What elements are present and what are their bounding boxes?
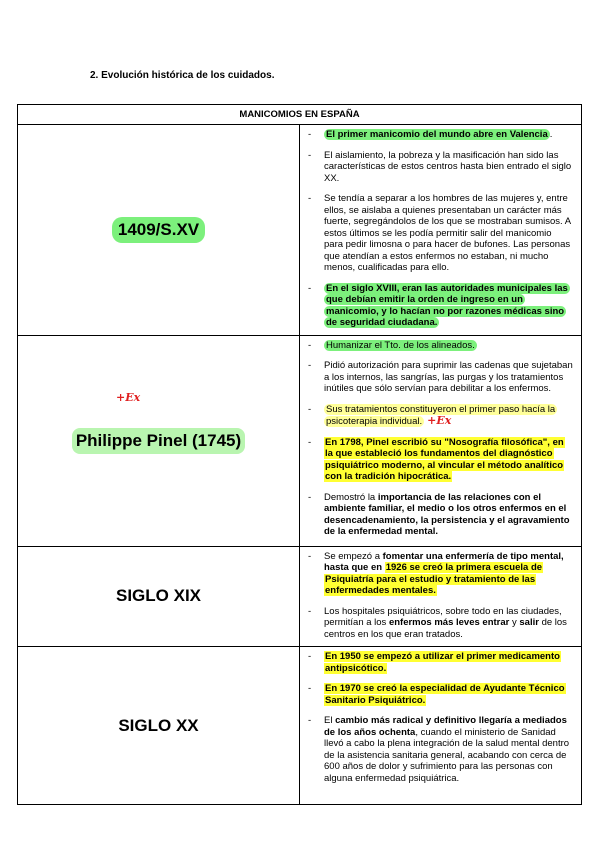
bullet-text: En 1798, Pinel escribió su "Nosografía filosófica", en la que estableció los fundamentos del diagnóstico psiquiátrico moderno, al vincular el método analítico con la tradición hipocrática. (325, 436, 564, 482)
row-content (300, 335, 582, 546)
bullet-item (308, 491, 573, 538)
bullet-text: , cuando el ministerio de Sanidad llevó a cabo la plena integración de la salud mental dentro de la asistencia sanitaria general, acabando con cerca de 600 años de dolor y sufrimiento para las personas con alguna enfermedad psiquiátrica. (324, 726, 570, 784)
bullet-text: En el siglo XVIII, eran las autoridades municipales las que debían emitir la orden de ingreso en un manicomio, y lo hacían no por razones médicas sino de seguridad ciudadana. (326, 282, 568, 328)
bullet-dash: - (308, 360, 312, 371)
bullet-dash: - (308, 683, 312, 694)
bullet-text: y (509, 617, 520, 628)
bullet-dash: - (308, 282, 312, 294)
bullet-text: Los hospitales psiquiátricos, sobre todo en las ciudades, permitían a los (324, 605, 562, 628)
bullet-dash: - (308, 651, 312, 662)
row-content (300, 125, 582, 336)
bullet-text: En 1950 se empezó a utilizar el primer medicamento antipsicótico. (325, 651, 560, 674)
bullet-item (308, 360, 573, 395)
bullet-item (308, 193, 573, 274)
bullet-text: Pidió autorización para suprimir las cadenas que sujetaban a los internos, las sangrías, las purgas y los tratamientos inútiles que sólo servían para debilitar a los enfermos. (324, 360, 573, 394)
bullet-text: Se empezó a (324, 550, 383, 562)
row-label-cell (18, 546, 300, 647)
row-label-1409: 1409/S.XV (112, 217, 205, 243)
row-label-cell (18, 125, 300, 336)
bullet-text: enfermos más leves entrar (388, 617, 510, 628)
bullet-item (308, 683, 573, 706)
bullet-text: . (549, 129, 553, 140)
row-label-cell (18, 335, 300, 546)
bullet-dash: - (308, 605, 312, 617)
bullet-text: Se tendía a separar a los hombres de las mujeres y, entre ellos, se aislaba a quienes presentaban un carácter más fuerte, segregándolos de los que se mostraban sumisos. A estos últimos se les podía permitir salir del manicomio para pedir limosna o para hacer de bufones. Las personas que atendían a estos enfermos no estaban, ni mucho menos, cualificadas para ello. (324, 193, 571, 273)
row-label-siglo-xx: SIGLO XX (118, 715, 199, 735)
bullet-item (308, 149, 573, 185)
bullet-dash: - (308, 436, 312, 448)
bullet-text: cambio más radical y definitivo llegaría a mediados de los años ochenta (324, 715, 567, 738)
row-label-siglo-xix: SIGLO XIX (115, 586, 202, 606)
bullet-text: fomentar una enfermería de tipo mental, hasta que en (324, 550, 564, 573)
bullet-text: salir (519, 617, 539, 628)
bullet-text: de los centros en los que eran tratados. (324, 617, 567, 640)
bullet-dash: - (308, 129, 312, 140)
row-label-pinel: Philippe Pinel (1745) (72, 428, 245, 454)
bullet-item (308, 282, 573, 329)
bullet-text: Sus tratamientos constituyeron el primer paso hacía la psicoterapia individual. (326, 403, 556, 427)
bullet-dash: - (308, 403, 312, 415)
bullet-dash: - (308, 339, 312, 351)
bullet-dash: - (308, 149, 312, 161)
section-heading: 2. Evolución histórica de los cuidados. (90, 70, 275, 81)
table-header: MANICOMIOS EN ESPAÑA (18, 105, 582, 125)
bullet-text: Demostró la (324, 491, 378, 503)
row-label-cell (18, 647, 300, 805)
bullet-text: En 1970 se creó la especialidad de Ayudante Técnico Sanitario Psiquiátrico. (325, 683, 565, 706)
bullet-dash: - (308, 715, 312, 726)
bullet-item (308, 605, 573, 641)
bullet-item (308, 403, 573, 428)
bullet-item (308, 715, 573, 784)
bullet-text: importancia de las relaciones con el ambiente familiar, el medio o los otros enfermos en el desencadenamiento, la persistencia y el agravamiento de la enfermedad mental. (324, 491, 570, 537)
bullet-text: El primer manicomio del mundo abre en Valencia (326, 129, 548, 140)
handwritten-annotation: +Ex (116, 390, 141, 404)
bullet-text: El (324, 715, 336, 726)
manicomios-table (17, 104, 582, 805)
handwritten-annotation: +Ex (427, 414, 452, 427)
bullet-item (308, 339, 573, 352)
bullet-item (308, 651, 573, 674)
bullet-text: Humanizar el Tto. de los alineados. (326, 339, 475, 351)
bullet-text: El aislamiento, la pobreza y la masificación han sido las características de estos centros hasta bien entrado el siglo XX. (324, 149, 572, 184)
bullet-item (308, 550, 573, 597)
bullet-dash: - (308, 550, 312, 562)
row-content (300, 647, 582, 805)
bullet-text: 1926 se creó la primera escuela de Psiquiatría para el estudio y tratamiento de las enfermedades mentales. (325, 562, 543, 596)
bullet-dash: - (308, 193, 312, 204)
bullet-item (308, 129, 573, 141)
bullet-dash: - (308, 491, 312, 503)
row-content (300, 546, 582, 647)
bullet-item (308, 436, 573, 483)
